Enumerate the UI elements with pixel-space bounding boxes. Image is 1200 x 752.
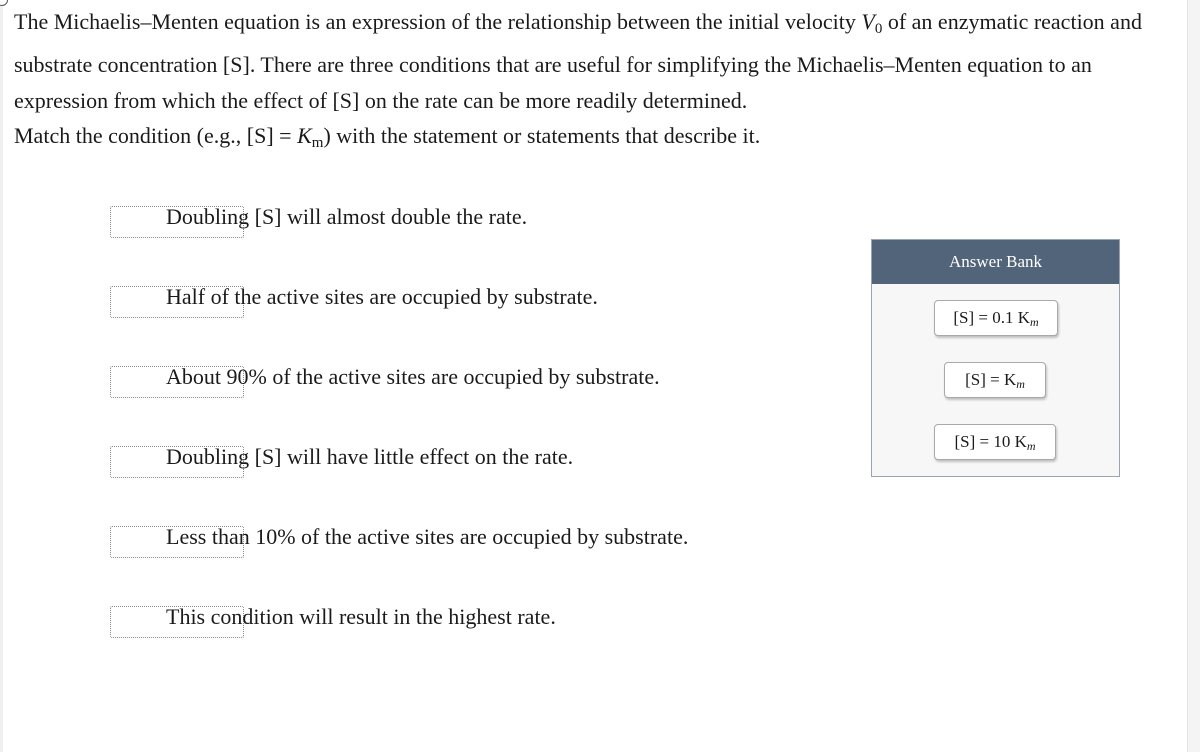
answer-chip-s-10km[interactable] [934, 424, 1056, 460]
statement-text: Doubling [S] will almost double the rate. [166, 204, 528, 229]
answer-chip-subscript: m [1029, 315, 1039, 329]
statement-text: About 90% of the active sites are occupied by substrate. [166, 364, 660, 389]
statement-text: This condition will result in the highest rate. [166, 604, 556, 629]
velocity-symbol: V [861, 9, 875, 34]
km-subscript: m [311, 135, 324, 151]
right-scrollbar[interactable] [1187, 0, 1200, 752]
left-edge-strip [0, 0, 3, 752]
question-text [14, 4, 1174, 119]
answer-chip-subscript: m [1016, 377, 1025, 391]
instruction-text [14, 118, 760, 161]
answer-chip-label: [S] = 0.1 K [953, 308, 1030, 327]
answer-chip-s-0.1km[interactable] [934, 300, 1058, 336]
answer-chip-label: [S] = 10 K [954, 432, 1027, 451]
instruction-before: Match the condition (e.g., [S] = [14, 123, 298, 148]
answer-bank [871, 239, 1120, 477]
statement-text: Half of the active sites are occupied by substrate. [166, 284, 598, 309]
question-part2: of an enzymatic reaction and substrate concentration [S]. There are three conditions that are useful for simplifying the Michaelis–Menten equation to an expression from which the effect of [S] on the rate can be more readily determined. [14, 9, 1142, 113]
answer-chip-s-km[interactable] [944, 362, 1046, 398]
statement-text: Less than 10% of the active sites are occupied by substrate. [166, 524, 689, 549]
corner-radio-icon [0, 0, 8, 6]
statement-text: Doubling [S] will have little effect on the rate. [166, 444, 574, 469]
km-symbol: K [297, 123, 312, 148]
velocity-subscript: 0 [874, 21, 883, 37]
answer-chip-subscript: m [1026, 439, 1036, 453]
question-part1: The Michaelis–Menten equation is an expression of the relationship between the initial velocity [14, 9, 862, 34]
instruction-after: ) with the statement or statements that describe it. [323, 123, 761, 148]
answer-chip-label: [S] = K [965, 370, 1017, 389]
answer-bank-title: Answer Bank [872, 240, 1119, 284]
